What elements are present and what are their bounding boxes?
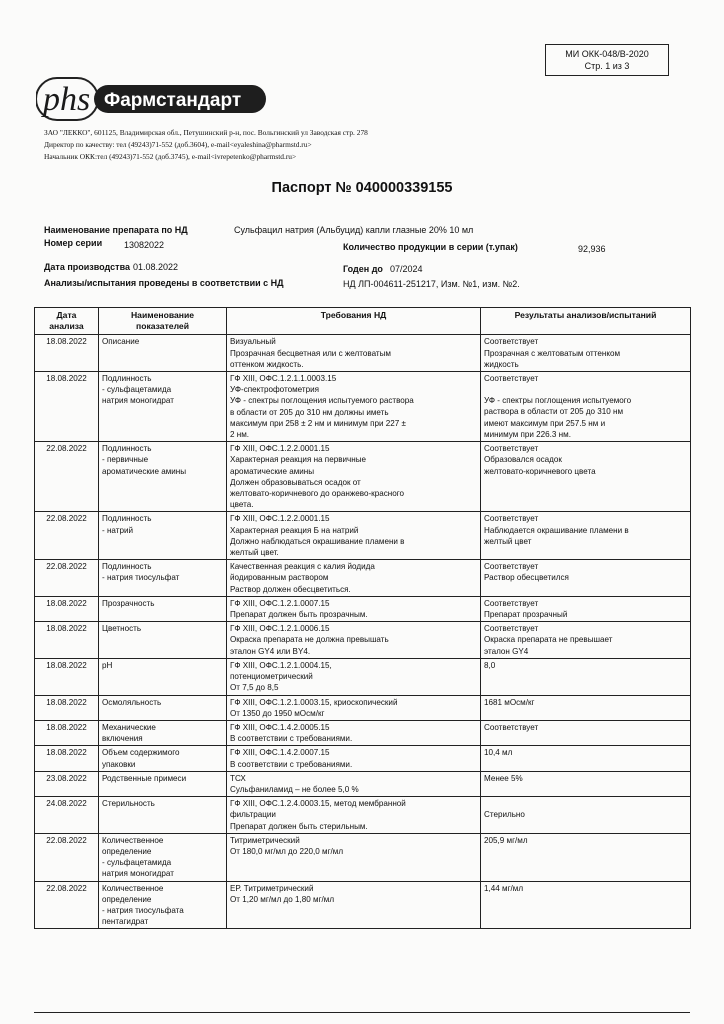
cell-line: 22.08.2022 bbox=[46, 835, 87, 845]
cell-line: От 1350 до 1950 мОсм/кг bbox=[230, 708, 325, 718]
cell-requirement bbox=[227, 720, 481, 745]
cell-line: ГФ XIII, ОФС.1.2.1.0006.15 bbox=[230, 624, 330, 634]
cell-line: От 7,5 до 8,5 bbox=[230, 683, 279, 693]
cell-requirement bbox=[227, 771, 481, 796]
cell-line: Родственные примеси bbox=[102, 773, 187, 783]
expiry-value: 07/2024 bbox=[390, 264, 423, 274]
series-value: 13082022 bbox=[124, 240, 165, 250]
table-row bbox=[35, 771, 691, 796]
cell-line: желтовато-коричневого до оранжево-красного bbox=[230, 489, 405, 499]
cell-line: Соответствует bbox=[484, 624, 539, 634]
cell-line: ГФ XIII, ОФС.1.2.4.0003.15, метод мембранной bbox=[230, 799, 406, 809]
cell-line: ГФ XIII, ОФС.1.2.1.0007.15 bbox=[230, 598, 330, 608]
cell-date bbox=[35, 746, 99, 771]
company-address: ЗАО "ЛЕККО", 601125, Владимирская обл., Петушинский р-н, пос. Вольгинский ул Заводская стр. 278 bbox=[44, 128, 368, 137]
cell-line: Соответствует bbox=[484, 337, 539, 347]
cell-line: УФ - спектры поглощения испытуемого раствора bbox=[230, 396, 414, 406]
cell-line: Раствор обесцветился bbox=[484, 573, 569, 583]
cell-line: 18.08.2022 bbox=[46, 337, 87, 347]
drug-name-label: Наименование препарата по НД bbox=[44, 225, 188, 235]
table-row bbox=[35, 881, 691, 929]
cell-line: Объем содержимого bbox=[102, 748, 180, 758]
table-body bbox=[35, 335, 691, 929]
cell-date bbox=[35, 881, 99, 929]
cell-date bbox=[35, 560, 99, 597]
cell-line: эталон GY4 или BY4. bbox=[230, 646, 311, 656]
cell-line: pH bbox=[102, 660, 113, 670]
cell-line: 18.08.2022 bbox=[46, 748, 87, 758]
header-text: Дата bbox=[56, 310, 77, 320]
cell-line: В соответствии с требованиями. bbox=[230, 734, 353, 744]
bottom-border bbox=[34, 1012, 690, 1013]
header-requirements bbox=[227, 308, 481, 335]
cell-line: 10,4 мл bbox=[484, 748, 513, 758]
cell-line: Соответствует bbox=[484, 514, 539, 524]
cell-line: определение bbox=[102, 894, 152, 904]
header-results bbox=[481, 308, 691, 335]
cell-result bbox=[481, 372, 691, 442]
cell-line: Менее 5% bbox=[484, 773, 523, 783]
cell-line: Осмоляльность bbox=[102, 697, 162, 707]
header-date bbox=[35, 308, 99, 335]
header-text: Результаты анализов/испытаний bbox=[514, 310, 657, 320]
cell-date bbox=[35, 442, 99, 512]
cell-result bbox=[481, 746, 691, 771]
cell-date bbox=[35, 658, 99, 695]
cell-result bbox=[481, 881, 691, 929]
cell-indicator bbox=[99, 881, 227, 929]
document-code: МИ ОКК-048/В-2020 bbox=[565, 49, 649, 59]
svg-text:Фармстандарт: Фармстандарт bbox=[104, 90, 242, 111]
cell-requirement bbox=[227, 881, 481, 929]
cell-requirement bbox=[227, 596, 481, 621]
cell-line: оттенком жидкость. bbox=[230, 359, 304, 369]
cell-line: желтый цвет bbox=[484, 536, 532, 546]
cell-line: пентагидрат bbox=[102, 917, 149, 927]
cell-line: Сульфаниламид – не более 5,0 % bbox=[230, 784, 359, 794]
cell-result bbox=[481, 720, 691, 745]
quantity-value: 92,936 bbox=[578, 244, 606, 254]
cell-date bbox=[35, 512, 99, 560]
cell-line: УФ-спектрофотометрия bbox=[230, 385, 320, 395]
cell-line: 2 нм. bbox=[230, 430, 250, 440]
cell-line: йодированным раствором bbox=[230, 573, 329, 583]
header-text: Требования НД bbox=[320, 310, 387, 320]
table-row bbox=[35, 720, 691, 745]
cell-line: раствора в области от 205 до 310 нм bbox=[484, 407, 624, 417]
cell-line: - натрия тиосульфат bbox=[102, 573, 180, 583]
cell-line: ТСХ bbox=[230, 773, 246, 783]
cell-requirement bbox=[227, 372, 481, 442]
cell-line: включения bbox=[102, 734, 143, 744]
cell-line: Титриметрический bbox=[230, 835, 300, 845]
table-row bbox=[35, 560, 691, 597]
cell-line: Механические bbox=[102, 722, 156, 732]
cell-requirement bbox=[227, 335, 481, 372]
cell-line: 18.08.2022 bbox=[46, 624, 87, 634]
cell-line: Стерильно bbox=[484, 810, 525, 820]
cell-line: в области от 205 до 310 нм должны иметь bbox=[230, 407, 389, 417]
cell-line: 205,9 мг/мл bbox=[484, 835, 528, 845]
cell-line: Количественное bbox=[102, 835, 164, 845]
cell-line: Характерная реакция Б на натрий bbox=[230, 525, 359, 535]
cell-requirement bbox=[227, 695, 481, 720]
cell-indicator bbox=[99, 833, 227, 881]
cell-indicator bbox=[99, 622, 227, 659]
header-text: показателей bbox=[136, 321, 189, 332]
cell-line: 1,44 мг/мл bbox=[484, 883, 524, 893]
cell-requirement bbox=[227, 746, 481, 771]
cell-line: Характерная реакция на первичные bbox=[230, 455, 367, 465]
cell-requirement bbox=[227, 833, 481, 881]
cell-line: Препарат должен быть стерильным. bbox=[230, 821, 368, 831]
table-row bbox=[35, 658, 691, 695]
cell-requirement bbox=[227, 512, 481, 560]
cell-line: 22.08.2022 bbox=[46, 883, 87, 893]
cell-line: ГФ XIII, ОФС.1.4.2.0007.15 bbox=[230, 748, 330, 758]
table-row bbox=[35, 372, 691, 442]
cell-line: цвета. bbox=[230, 500, 254, 510]
cell-date bbox=[35, 720, 99, 745]
quantity-label: Количество продукции в серии (т.упак) bbox=[343, 242, 518, 252]
header-text: анализа bbox=[49, 321, 84, 332]
cell-line: Соответствует bbox=[484, 444, 539, 454]
cell-line: Качественная реакция с калия йодида bbox=[230, 562, 375, 572]
table-row bbox=[35, 833, 691, 881]
table-row bbox=[35, 746, 691, 771]
cell-line: УФ - спектры поглощения испытуемого bbox=[484, 396, 632, 406]
cell-line: 18.08.2022 bbox=[46, 374, 87, 384]
cell-line: В соответствии с требованиями. bbox=[230, 759, 353, 769]
cell-result bbox=[481, 335, 691, 372]
cell-line: Должен образовываться осадок от bbox=[230, 477, 361, 487]
cell-line: натрия моногидрат bbox=[102, 396, 174, 406]
cell-indicator bbox=[99, 372, 227, 442]
table-header-row bbox=[35, 308, 691, 335]
cell-indicator bbox=[99, 442, 227, 512]
cell-line: ГФ XIII, ОФС.1.2.2.0001.15 bbox=[230, 514, 330, 524]
cell-result bbox=[481, 560, 691, 597]
table-row bbox=[35, 596, 691, 621]
cell-result bbox=[481, 442, 691, 512]
cell-result bbox=[481, 512, 691, 560]
cell-line: От 1,20 мг/мл до 1,80 мг/мл bbox=[230, 894, 335, 904]
cell-line: ГФ XIII, ОФС.1.4.2.0005.15 bbox=[230, 722, 330, 732]
cell-line: Образовался осадок bbox=[484, 455, 562, 465]
cell-line: Прозрачность bbox=[102, 598, 155, 608]
table-row bbox=[35, 695, 691, 720]
cell-line: ГФ XIII, ОФС.1.2.1.0004.15, bbox=[230, 660, 332, 670]
cell-line: потенциометрический bbox=[230, 672, 313, 682]
cell-line: Прозрачная бесцветная или с желтоватым bbox=[230, 348, 391, 358]
cell-line: фильтрации bbox=[230, 810, 276, 820]
cell-line: - натрия тиосульфата bbox=[102, 905, 184, 915]
cell-line: Стерильность bbox=[102, 799, 155, 809]
cell-result bbox=[481, 833, 691, 881]
cell-date bbox=[35, 596, 99, 621]
cell-line: 1681 мОсм/кг bbox=[484, 697, 535, 707]
expiry-label: Годен до bbox=[343, 264, 383, 274]
cell-line: 8,0 bbox=[484, 660, 496, 670]
cell-result bbox=[481, 797, 691, 834]
cell-line: Препарат прозрачный bbox=[484, 610, 568, 620]
cell-line: - сульфацетамида bbox=[102, 385, 172, 395]
cell-requirement bbox=[227, 622, 481, 659]
cell-line: максимум при 258 ± 2 нм и минимум при 227 ± bbox=[230, 418, 406, 428]
cell-line: ЕР. Титриметрический bbox=[230, 883, 314, 893]
cell-indicator bbox=[99, 596, 227, 621]
cell-result bbox=[481, 596, 691, 621]
cell-line: ГФ XIII, ОФС.1.2.1.0003.15, криоскопический bbox=[230, 697, 398, 707]
cell-line: Визуальный bbox=[230, 337, 276, 347]
cell-line: 23.08.2022 bbox=[46, 773, 87, 783]
cell-line: Должно наблюдаться окрашивание пламени в bbox=[230, 536, 405, 546]
qc-head-contact: Начальник ОКК:тел (49243)71-552 (доб.3745), e-mail<ivrepetenko@pharmstd.ru> bbox=[44, 152, 297, 161]
table-row bbox=[35, 797, 691, 834]
page-number: Стр. 1 из 3 bbox=[584, 61, 630, 71]
cell-line: Соответствует bbox=[484, 374, 539, 384]
cell-line: От 180,0 мг/мл до 220,0 мг/мл bbox=[230, 846, 344, 856]
cell-line: 22.08.2022 bbox=[46, 562, 87, 572]
cell-line: эталон GY4 bbox=[484, 646, 529, 656]
cell-line: определение bbox=[102, 846, 152, 856]
cell-indicator bbox=[99, 658, 227, 695]
cell-indicator bbox=[99, 771, 227, 796]
cell-line: Подлинность bbox=[102, 514, 152, 524]
cell-requirement bbox=[227, 797, 481, 834]
cell-line: 22.08.2022 bbox=[46, 444, 87, 454]
cell-date bbox=[35, 833, 99, 881]
cell-result bbox=[481, 658, 691, 695]
cell-result bbox=[481, 695, 691, 720]
cell-line: Соответствует bbox=[484, 562, 539, 572]
cell-line bbox=[484, 798, 687, 809]
cell-indicator bbox=[99, 797, 227, 834]
cell-requirement bbox=[227, 658, 481, 695]
cell-line: 18.08.2022 bbox=[46, 660, 87, 670]
cell-requirement bbox=[227, 442, 481, 512]
pharmstandard-logo bbox=[36, 77, 266, 121]
cell-line: Подлинность bbox=[102, 374, 152, 384]
cell-line: Раствор должен обесцветиться. bbox=[230, 584, 351, 594]
cell-line: желтый цвет. bbox=[230, 548, 279, 558]
cell-indicator bbox=[99, 335, 227, 372]
cell-line: 18.08.2022 bbox=[46, 598, 87, 608]
table-row bbox=[35, 442, 691, 512]
cell-line: минимум при 226.3 нм. bbox=[484, 429, 571, 439]
cell-line: 24.08.2022 bbox=[46, 799, 87, 809]
cell-line: ГФ XIII, ОФС.1.2.1.1.0003.15 bbox=[230, 374, 337, 384]
cell-date bbox=[35, 797, 99, 834]
cell-line: Соответствует bbox=[484, 598, 539, 608]
table-row bbox=[35, 512, 691, 560]
cell-line: - сульфацетамида bbox=[102, 858, 172, 868]
cell-date bbox=[35, 695, 99, 720]
cell-line: упаковки bbox=[102, 759, 136, 769]
cell-line: Описание bbox=[102, 337, 140, 347]
passport-title: Паспорт № 040000339155 bbox=[271, 180, 453, 196]
table-row bbox=[35, 335, 691, 372]
tests-basis-label: Анализы/испытания проведены в соответствии с НД bbox=[44, 278, 284, 288]
production-date-label: Дата производства bbox=[44, 262, 130, 272]
cell-line: 18.08.2022 bbox=[46, 722, 87, 732]
cell-line: Подлинность bbox=[102, 444, 152, 454]
cell-line: 18.08.2022 bbox=[46, 697, 87, 707]
cell-line: Цветность bbox=[102, 624, 142, 634]
cell-date bbox=[35, 622, 99, 659]
cell-indicator bbox=[99, 512, 227, 560]
cell-line: Препарат должен быть прозрачным. bbox=[230, 610, 368, 620]
analysis-table bbox=[34, 307, 691, 929]
cell-line: 22.08.2022 bbox=[46, 514, 87, 524]
cell-line: ароматические амины bbox=[230, 466, 315, 476]
quality-director-contact: Директор по качеству: тел (49243)71-552 (доб.3604), e-mail<eyaleshina@pharmstd.ru> bbox=[44, 140, 312, 149]
cell-indicator bbox=[99, 695, 227, 720]
cell-indicator bbox=[99, 720, 227, 745]
cell-date bbox=[35, 372, 99, 442]
cell-requirement bbox=[227, 560, 481, 597]
tests-basis-value: НД ЛП-004611-251217, Изм. №1, изм. №2. bbox=[343, 279, 520, 289]
cell-line: имеют максимум при 257.5 нм и bbox=[484, 418, 606, 428]
cell-line: - первичные bbox=[102, 455, 149, 465]
cell-line: Наблюдается окрашивание пламени в bbox=[484, 525, 629, 535]
cell-result bbox=[481, 622, 691, 659]
series-label: Номер серии bbox=[44, 238, 103, 248]
cell-line: жидкость bbox=[484, 359, 519, 369]
header-indicator bbox=[99, 308, 227, 335]
production-date-value: 01.08.2022 bbox=[133, 262, 179, 272]
header-text: Наименование bbox=[130, 310, 195, 320]
cell-date bbox=[35, 335, 99, 372]
drug-name-value: Сульфацил натрия (Альбуцид) капли глазные 20% 10 мл bbox=[234, 225, 474, 235]
cell-line: Окраска препарата не превышает bbox=[484, 635, 613, 645]
cell-line: Подлинность bbox=[102, 562, 152, 572]
cell-line: Соответствует bbox=[484, 722, 539, 732]
cell-date bbox=[35, 771, 99, 796]
cell-line bbox=[484, 384, 687, 395]
cell-line: ГФ XIII, ОФС.1.2.2.0001.15 bbox=[230, 444, 330, 454]
cell-line: - натрий bbox=[102, 525, 133, 535]
cell-indicator bbox=[99, 746, 227, 771]
cell-line: Прозрачная с желтоватым оттенком bbox=[484, 348, 621, 358]
cell-line: ароматические амины bbox=[102, 466, 187, 476]
cell-indicator bbox=[99, 560, 227, 597]
cell-line: натрия моногидрат bbox=[102, 869, 174, 879]
svg-text:phs: phs bbox=[43, 81, 91, 118]
document-reference-box bbox=[545, 44, 669, 76]
cell-line: Количественное bbox=[102, 883, 164, 893]
cell-result bbox=[481, 771, 691, 796]
cell-line: Окраска препарата не должна превышать bbox=[230, 635, 389, 645]
cell-line: желтовато-коричневого цвета bbox=[484, 466, 596, 476]
table-row bbox=[35, 622, 691, 659]
company-details bbox=[44, 127, 368, 163]
